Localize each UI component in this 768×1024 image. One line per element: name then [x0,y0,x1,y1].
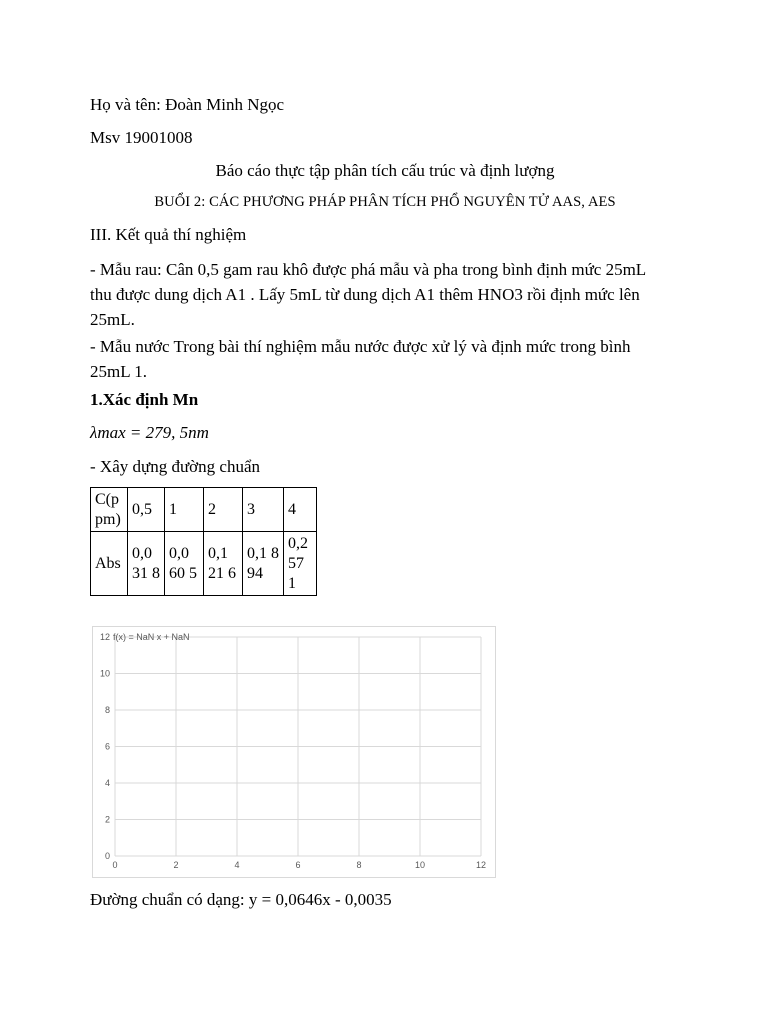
table-cell: 2 [204,488,243,532]
student-name-line: Họ và tên: Đoàn Minh Ngọc [90,95,285,114]
x-tick-label: 12 [475,860,487,870]
x-tick-label: 6 [295,860,301,870]
calibration-heading: - Xây dựng đường chuẩn [90,457,260,476]
y-tick-label: 10 [99,668,110,679]
table-cell: C(p pm) [91,488,128,532]
y-tick-label: 12 [99,632,110,642]
vegetable-line-1: - Mẫu rau: Cân 0,5 gam rau khô được phá mẫu và pha trong bình định mức 25mL [90,260,647,279]
table-cell: 0,5 [128,488,165,532]
y-tick-label: 6 [104,741,110,752]
vegetable-line-3: 25mL. [90,310,135,329]
report-subtitle: BUỔI 2: CÁC PHƯƠNG PHÁP PHÂN TÍCH PHỔ NGUYÊN TỬ AAS, AES [154,194,616,210]
vegetable-sample-paragraph [90,257,680,332]
x-tick-label: 0 [112,860,118,870]
y-tick-label: 2 [104,814,110,825]
table-row [91,532,317,596]
trendline-label: f(x) = NaN x + NaN [113,632,190,642]
x-tick-label: 10 [414,860,426,870]
section-heading: III. Kết quả thí nghiệm [90,225,247,244]
water-line-2: 25mL 1. [90,362,147,381]
lambda-max: λmax = 279, 5nm [90,423,209,442]
report-title: Báo cáo thực tập phân tích cấu trúc và định lượng [215,161,555,180]
x-tick-label: 4 [234,860,240,870]
water-line-1: - Mẫu nước Trong bài thí nghiệm mẫu nước được xử lý và định mức trong bình [90,337,631,356]
mn-heading: 1.Xác định Mn [90,390,199,409]
table-cell: 0,0 31 8 [128,532,165,596]
chart-svg [93,627,495,877]
x-tick-label: 8 [356,860,362,870]
calibration-equation: Đường chuẩn có dạng: y = 0,0646x - 0,0035 [90,890,392,909]
table-cell: 4 [284,488,317,532]
calibration-table [90,487,317,596]
table-row [91,488,317,532]
x-tick-label: 2 [173,860,179,870]
table-cell: 1 [165,488,204,532]
y-tick-label: 0 [104,851,110,861]
vegetable-line-2: thu được dung dịch A1 . Lấy 5mL từ dung dịch A1 thêm HNO3 rồi định mức lên [90,285,640,304]
table-cell: 0,0 60 5 [165,532,204,596]
water-sample-paragraph [90,334,680,384]
y-tick-label: 4 [104,778,110,788]
student-id-line: Msv 19001008 [90,128,193,147]
table-cell: 0,1 894 [243,532,284,596]
table-cell: 0,2 57 1 [284,532,317,596]
y-tick-label: 8 [104,705,110,715]
table-cell: Abs [91,532,128,596]
table-cell: 0,1 21 6 [204,532,243,596]
calibration-chart [92,626,496,878]
table-cell: 3 [243,488,284,532]
